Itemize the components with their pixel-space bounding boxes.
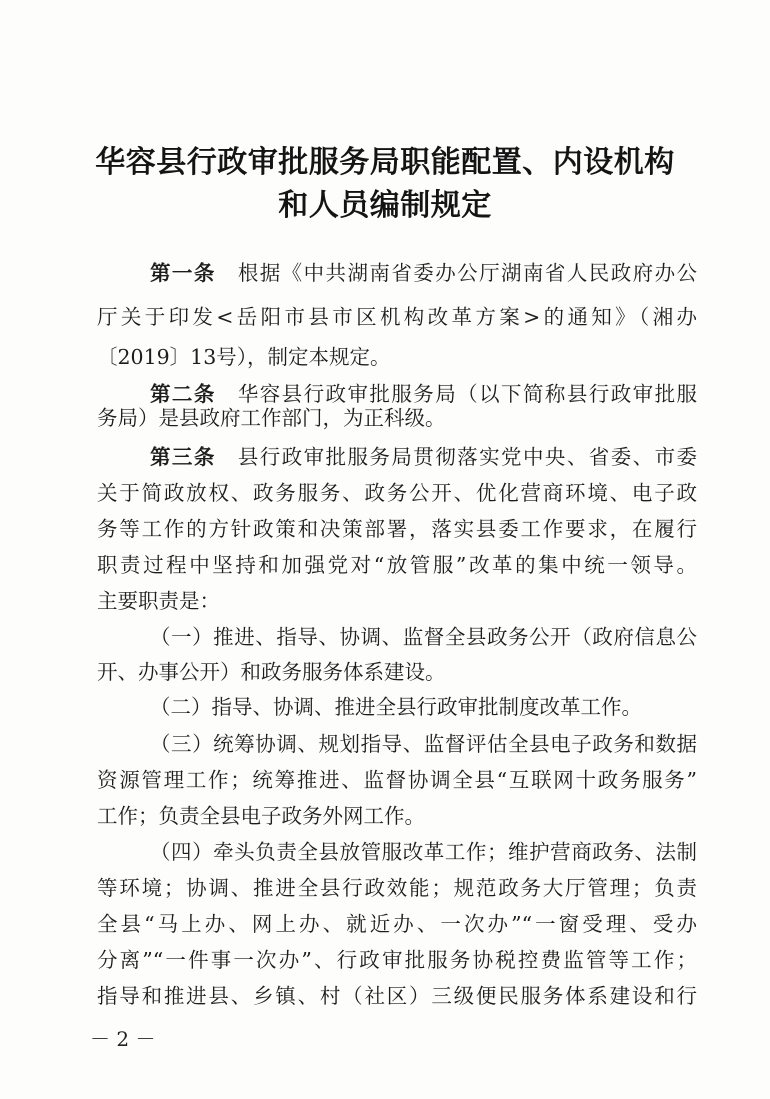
duty-3-line-1: （三）统筹协调、规划指导、监督评估全县电子政务和数据 [150, 732, 697, 756]
duty-1-line-2: 开、办事公开）和政务服务体系建设。 [97, 660, 446, 684]
duty-2-line-1: （二）指导、协调、推进全县行政审批制度改革工作。 [150, 695, 642, 719]
article-3-line-3: 务等工作的方针政策和决策部署，落实县委工作要求，在履行 [97, 517, 697, 541]
article-1-label: 第一条 [150, 261, 216, 285]
duty-4-line-5: 指导和推进县、乡镇、村（社区）三级便民服务体系建设和行 [97, 984, 697, 1008]
duty-4-line-3: 全县“马上办、网上办、就近办、一次办”“一窗受理、受办 [97, 912, 697, 936]
duty-4-line-1: （四）牵头负责全县放管服改革工作；维护营商政务、法制 [150, 840, 697, 864]
duty-3-line-2: 资源管理工作；统筹推进、监督协调全县“互联网十政务服务” [97, 768, 697, 792]
article-1-line-3: 〔2019〕13号），制定本规定。 [97, 345, 391, 369]
document-title-line-1: 华容县行政审批服务局职能配置、内设机构 [95, 145, 675, 180]
article-1-line-2: 厅关于印发<岳阳市县市区机构改革方案>的通知》（湘办 [97, 305, 697, 329]
article-3-line-4: 职责过程中坚持和加强党对“放管服”改革的集中统一领导。 [97, 553, 697, 577]
article-3-line-5: 主要职责是： [97, 589, 220, 613]
article-2-line-2: 务局）是县政府工作部门，为正科级。 [97, 406, 446, 430]
page-number: － 2 － [90, 1027, 156, 1051]
article-2-label: 第二条 [150, 382, 216, 406]
document-title-line-2: 和人员编制规定 [278, 188, 492, 223]
article-3-line-1 [150, 442, 697, 472]
article-3-text-1: 县行政审批服务局贯彻落实党中央、省委、市委 [237, 445, 698, 469]
article-3-line-2: 关于简政放权、政务服务、政务公开、优化营商环境、电子政 [97, 481, 697, 505]
duty-1-line-1: （一）推进、指导、协调、监督全县政务公开（政府信息公 [150, 625, 697, 649]
article-1-line-1 [150, 258, 697, 288]
duty-4-line-2: 等环境；协调、推进全县行政效能；规范政务大厅管理；负责 [97, 876, 697, 900]
duty-4-line-4: 分离”“一件事一次办”、行政审批服务协税控费监管等工作； [97, 948, 697, 972]
article-2-text-1: 华容县行政审批服务局（以下简称县行政审批服 [237, 382, 698, 406]
article-1-text-1: 根据《中共湖南省委办公厅湖南省人民政府办公 [237, 261, 698, 285]
article-3-label: 第三条 [150, 445, 216, 469]
duty-3-line-3: 工作；负责全县电子政务外网工作。 [97, 804, 425, 828]
